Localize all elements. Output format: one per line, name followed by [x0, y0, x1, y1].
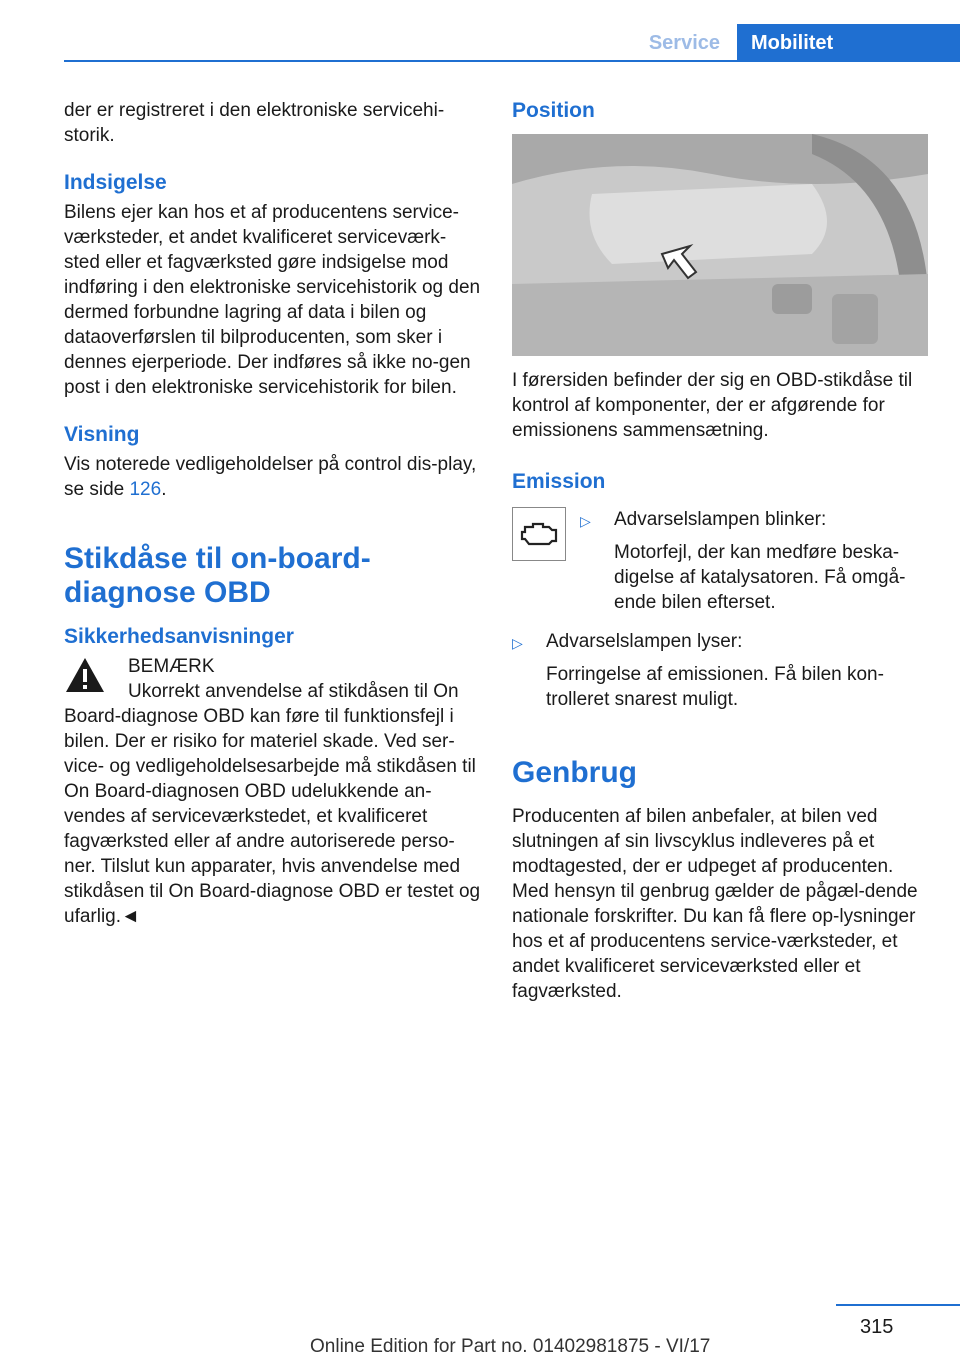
page-number: 315 [860, 1316, 894, 1338]
warning-text-first: Ukorrekt anvendelse af stikdåsen til On [128, 681, 459, 702]
text-visning-post: . [161, 479, 167, 500]
edition-text: Online Edition for Part no. 01402981875 - VI/17 [310, 1336, 711, 1357]
triangle-bullet-icon: ▷ [512, 635, 523, 651]
bullet-title: Advarselslampen blinker: [614, 509, 827, 530]
bullet-title: Advarselslampen lyser: [546, 631, 743, 652]
left-column [64, 98, 482, 929]
tab-service[interactable]: Service [648, 32, 720, 54]
intro-text: der er registreret i den elektroniske servicehi-storik. [64, 100, 445, 146]
list-item [512, 625, 930, 722]
page-header [0, 0, 960, 62]
heading-emission: Emission [512, 470, 606, 493]
text-position: I førersiden befinder der sig en OBD-stikdåse til kontrol af komponenter, der er afgørende for emissionens sammensætning. [512, 370, 913, 441]
text-genbrug: Producenten af bilen anbefaler, at bilen ved slutningen af sin livscyklus indleveres på et modtagested, der er udpeget af producenten. Med hensyn til genbrug gælder de pågæl-dende nationale forskrifter. Du kan få flere op-lysninger hos et af producentens service-værksteder, et andet kvalificeret serviceværksted eller et fagværksted. [512, 806, 918, 1002]
text-visning [64, 452, 482, 502]
footer-rule [836, 1304, 960, 1306]
text-visning-pre: Vis noterede vedligeholdelser på control dis-play, se side [64, 454, 477, 500]
heading-genbrug: Genbrug [512, 756, 637, 789]
tab-mobilitet-label: Mobilitet [751, 32, 834, 54]
heading-stikdase: Stikdåse til on-board-diagnose OBD [64, 542, 371, 609]
heading-sikkerhed: Sikkerhedsanvisninger [64, 625, 294, 648]
triangle-bullet-icon: ▷ [580, 513, 591, 529]
emission-bullets [580, 503, 930, 625]
heading-visning: Visning [64, 423, 140, 446]
bullet-detail: Forringelse af emissionen. Få bilen kon-trolleret snarest muligt. [546, 664, 884, 710]
tab-mobilitet[interactable] [737, 24, 960, 62]
heading-position: Position [512, 99, 595, 122]
header-rule [64, 60, 960, 62]
check-engine-icon-box [512, 507, 566, 561]
page-link-126[interactable]: 126 [129, 479, 162, 500]
dashboard-illustration [512, 134, 928, 356]
list-item [580, 503, 930, 625]
emission-section [512, 503, 930, 625]
warning-text-rest: Board-diagnose OBD kan føre til funktionsfejl i bilen. Der er risiko for materiel skade. Ved ser-vice- og vedligeholdelsesarbejde må stikdåsen til On Board-diagnosen OBD udelukkende an-vendes af serviceværkstedet, et kvalificeret fagværksted eller af andre autoriserede perso-ner. Tilslut kun apparater, hvis anvendelse med stikdåsen til On Board-diagnose OBD er testet og ufarlig.◄ [64, 706, 481, 927]
right-column [512, 98, 930, 1004]
heading-indsigelse: Indsigelse [64, 171, 167, 194]
text-indsigelse: Bilens ejer kan hos et af producentens service-værksteder, et andet kvalificeret serviceværk-sted eller et fagværksted gøre indsigelse mod indføring i den elektroniske servicehistorik og den dermed forbundne lagring af data i bilen og dataoverførslen til bilproducenten, som sker i dennes ejerperiode. Der indføres så ikke no-gen post i den elektroniske servicehistorik for bilen. [64, 202, 481, 398]
obd-location-photo [512, 134, 928, 356]
warning-block [64, 654, 482, 929]
check-engine-icon [519, 519, 559, 549]
warning-triangle-icon [64, 656, 106, 694]
bullet-detail: Motorfejl, der kan medføre beska-digelse af katalysatoren. Få omgå-ende bilen efterset. [614, 542, 906, 613]
warning-title: BEMÆRK [128, 656, 215, 677]
